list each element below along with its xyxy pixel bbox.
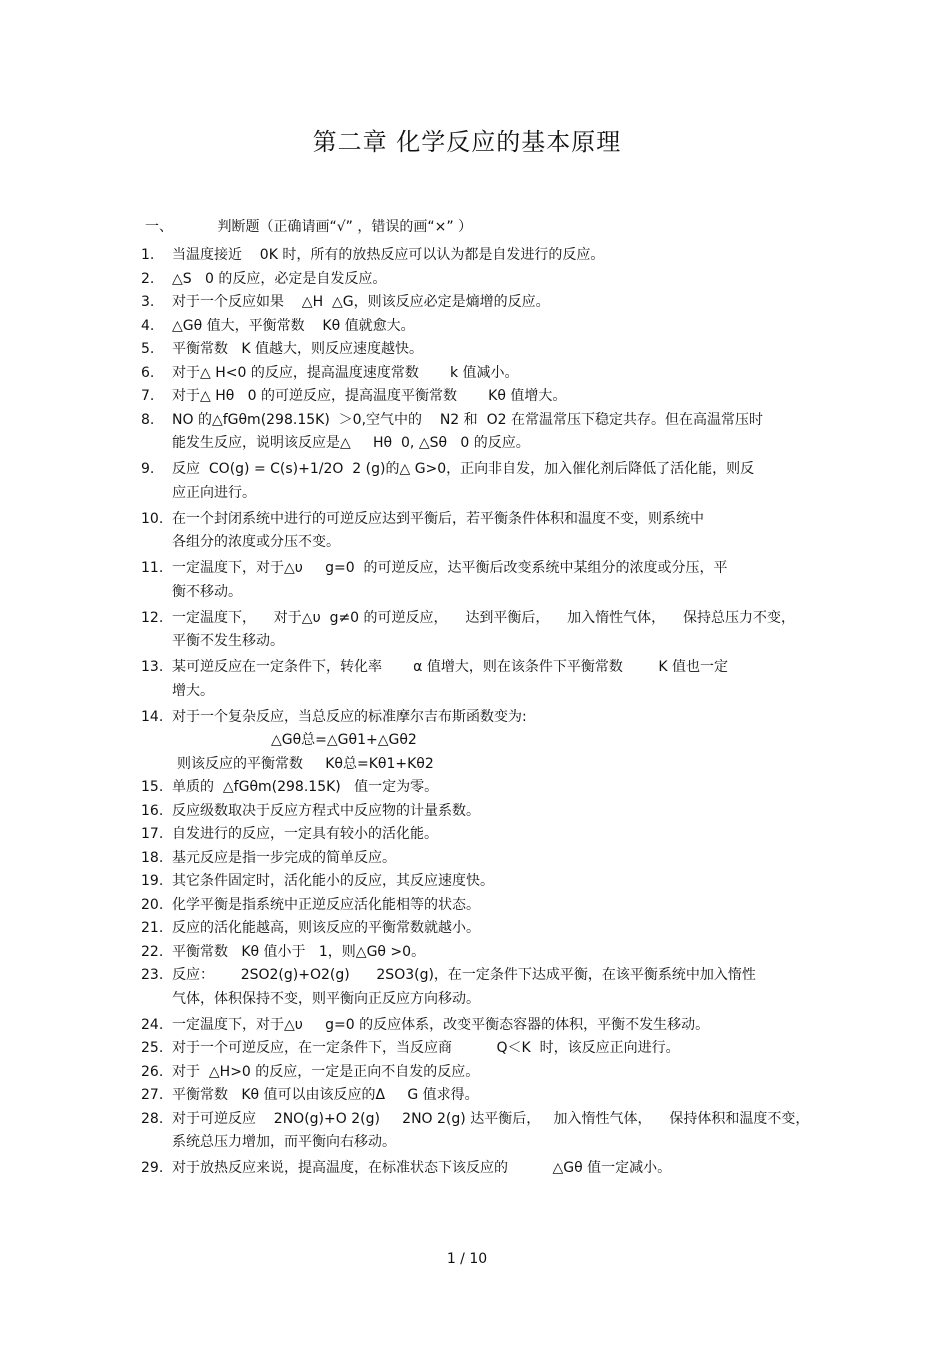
- question-text: 对于可逆反应 2NO(g)+O 2(g) 2NO 2(g) 达平衡后， 加入惰性气体， 保持体积和温度不变， 系统总压力增加，而平衡向右移动。: [172, 1110, 810, 1150]
- question-item: [141, 315, 811, 339]
- question-item: [141, 706, 811, 730]
- question-text: 对于一个可逆反应，在一定条件下，当反应商 Q＜K 时，该反应正向进行。: [172, 1040, 680, 1056]
- question-number: 9.: [141, 461, 155, 477]
- question-number: 26.: [141, 1063, 164, 1080]
- page-number: 1 / 10: [446, 1251, 488, 1267]
- question-item: [141, 1037, 811, 1061]
- question-text: 对于△ H<0 的反应，提高温度速度常数 k 值减小。: [172, 364, 519, 381]
- question-number: 12.: [141, 609, 164, 626]
- question-item: [141, 362, 811, 386]
- question-item: [141, 268, 811, 292]
- question-text: 反应的活化能越高，则该反应的平衡常数就越小。: [172, 920, 480, 936]
- question-number: 6.: [141, 364, 155, 381]
- question-item: [141, 244, 811, 268]
- question-item: [141, 508, 811, 555]
- section-heading: 一、 判断题（正确请画“√” ，错误的画“×” ）: [145, 219, 473, 235]
- question-text: 对于一个反应如果 △H △G，则该反应必定是熵增的反应。: [172, 294, 550, 310]
- question-item: [141, 458, 811, 505]
- question-number: 4.: [141, 317, 155, 334]
- question-text: 平衡常数 K 值越大，则反应速度越快。: [172, 341, 423, 357]
- question-text: 一定温度下， 对于△υ g≠0 的可逆反应， 达到平衡后， 加入惰性气体， 保持总压力不变， 平衡不发生移动。: [172, 609, 795, 649]
- question-text: 某可逆反应在一定条件下，转化率 α 值增大，则在该条件下平衡常数 K 值也一定 增大。: [172, 659, 729, 699]
- question-item: [141, 409, 811, 456]
- question-text: 平衡常数 Kθ 值小于 1，则△Gθ >0。: [172, 943, 426, 960]
- question-text: 反应级数取决于反应方程式中反应物的计量系数。: [172, 802, 480, 819]
- question-item: [141, 800, 811, 824]
- question-text: △S 0 的反应，必定是自发反应。: [172, 270, 387, 287]
- question-text: 对于 △H>0 的反应，一定是正向不自发的反应。: [172, 1063, 480, 1080]
- question-number: 7.: [141, 388, 155, 404]
- question-number: 22.: [141, 943, 164, 960]
- question-item: [141, 1084, 811, 1108]
- question-text: 平衡常数 Kθ 值可以由该反应的Δ G 值求得。: [172, 1087, 479, 1103]
- question-item: [141, 964, 811, 1011]
- question-number: 28.: [141, 1110, 164, 1127]
- question-number: 15.: [141, 779, 164, 795]
- question-text: 对于一个复杂反应，当总反应的标准摩尔吉布斯函数变为:: [172, 708, 527, 725]
- question-text: NO 的△fGθm(298.15K) ＞0,空气中的 N2 和 O2 在常温常压下稳定共存。但在高温常压时 能发生反应，说明该反应是△ Hθ 0, △Sθ 0 的反应。: [172, 411, 763, 451]
- question-number: 17.: [141, 826, 164, 842]
- question-item: [141, 823, 811, 847]
- question-text: 对于放热反应来说，提高温度，在标准状态下该反应的 △Gθ 值一定减小。: [172, 1160, 672, 1176]
- question-number: 27.: [141, 1087, 164, 1103]
- question-number: 5.: [141, 341, 155, 357]
- question-number: 25.: [141, 1040, 164, 1056]
- question-text: 在一个封闭系统中进行的可逆反应达到平衡后，若平衡条件体积和温度不变，则系统中 各组分的浓度或分压不变。: [172, 510, 704, 550]
- question-text: 当温度接近 0K 时，所有的放热反应可以认为都是自发进行的反应。: [172, 247, 605, 263]
- question-item: [141, 870, 811, 894]
- page-title: 第二章 化学反应的基本原理: [312, 128, 622, 156]
- question-number: 1.: [141, 247, 155, 263]
- question-item: [141, 338, 811, 362]
- question-item: [141, 776, 811, 800]
- question-item: [141, 291, 811, 315]
- formula-equilibrium: 则该反应的平衡常数 Kθ总=Kθ1+Kθ2: [177, 755, 434, 772]
- question-item: [141, 385, 811, 409]
- question-number: 24.: [141, 1016, 164, 1033]
- question-number: 3.: [141, 294, 155, 310]
- question-number: 20.: [141, 896, 164, 913]
- question-text: 化学平衡是指系统中正逆反应活化能相等的状态。: [172, 896, 480, 913]
- question-number: 19.: [141, 873, 164, 889]
- question-number: 13.: [141, 659, 164, 675]
- question-number: 8.: [141, 411, 155, 428]
- question-item: [141, 941, 811, 965]
- question-text: △Gθ 值大，平衡常数 Kθ 值就愈大。: [172, 317, 415, 334]
- question-number: 29.: [141, 1160, 164, 1176]
- question-list: [141, 244, 811, 1181]
- question-item: [141, 894, 811, 918]
- question-item: [141, 1061, 811, 1085]
- question-text: 反应： 2SO2(g)+O2(g) 2SO3(g)，在一定条件下达成平衡，在该平衡系统中加入惰性 气体，体积保持不变，则平衡向正反应方向移动。: [172, 967, 756, 1007]
- question-item: [141, 1014, 811, 1038]
- question-text: 其它条件固定时，活化能小的反应，其反应速度快。: [172, 873, 494, 889]
- question-item: [141, 656, 811, 703]
- question-text: 一定温度下，对于△υ g=0 的可逆反应，达平衡后改变系统中某组分的浓度或分压，平 衡不移动。: [172, 560, 728, 600]
- question-item: [141, 1157, 811, 1181]
- question-number: 18.: [141, 849, 164, 866]
- question-number: 16.: [141, 802, 164, 819]
- question-text: 单质的 △fGθm(298.15K) 值一定为零。: [172, 779, 439, 795]
- question-text: 自发进行的反应，一定具有较小的活化能。: [172, 826, 438, 842]
- question-number: 14.: [141, 708, 164, 725]
- question-number: 21.: [141, 920, 164, 936]
- question-text: 一定温度下，对于△υ g=0 的反应体系，改变平衡态容器的体积，平衡不发生移动。: [172, 1016, 710, 1033]
- question-text: 反应 CO(g) = C(s)+1/2O 2 (g)的△ G>0，正向非自发，加入催化剂后降低了活化能，则反 应正向进行。: [172, 461, 755, 501]
- question-number: 10.: [141, 510, 164, 527]
- question-number: 23.: [141, 967, 164, 983]
- question-item: [141, 917, 811, 941]
- formula-gibbs: △Gθ总=△Gθ1+△Gθ2: [271, 732, 417, 748]
- question-number: 2.: [141, 270, 155, 287]
- question-text: 对于△ Hθ 0 的可逆反应，提高温度平衡常数 Kθ 值增大。: [172, 388, 567, 404]
- question-item: [141, 847, 811, 871]
- question-item: [141, 607, 811, 654]
- question-number: 11.: [141, 560, 164, 576]
- question-item: [141, 1108, 811, 1155]
- question-text: 基元反应是指一步完成的简单反应。: [172, 849, 396, 866]
- question-item: [141, 557, 811, 604]
